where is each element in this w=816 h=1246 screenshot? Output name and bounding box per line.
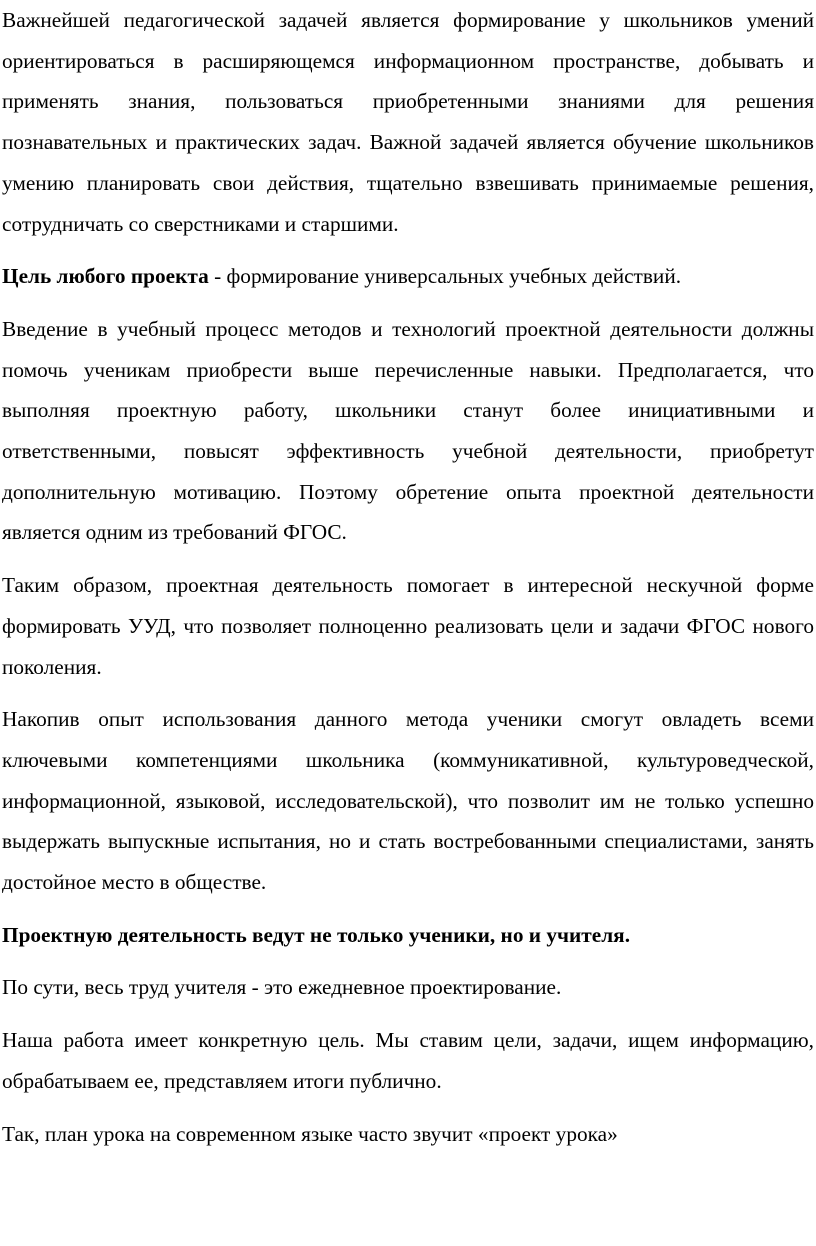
paragraph-7-text: По сути, весь труд учителя - это ежедневное проектирование. [2, 975, 562, 1000]
paragraph-9 [2, 1114, 814, 1155]
paragraph-2 [2, 256, 814, 297]
paragraph-5 [2, 699, 814, 903]
paragraph-1-text: Важнейшей педагогической задачей является формирование у школьников умений ориентироваться в расширяющемся информационном пространстве, добывать и применять знания, пользоваться приобретенными знаниями для решения познавательных и практических задач. Важной задачей является обучение школьников умению планировать свои действия, тщательно взвешивать принимаемые решения, сотрудничать со сверстниками и старшими. [2, 8, 814, 236]
paragraph-6-bold: Проектную деятельность ведут не только ученики, но и учителя. [2, 922, 631, 947]
paragraph-8 [2, 1020, 814, 1101]
paragraph-6 [2, 915, 814, 956]
paragraph-4 [2, 565, 814, 687]
paragraph-4-text: Таким образом, проектная деятельность помогает в интересной нескучной форме формировать УУД, что позволяет полноценно реализовать цели и задачи ФГОС нового поколения. [2, 573, 814, 679]
paragraph-8-text: Наша работа имеет конкретную цель. Мы ставим цели, задачи, ищем информацию, обрабатываем ее, представляем итоги публично. [2, 1028, 814, 1093]
paragraph-5-text: Накопив опыт использования данного метода ученики смогут овладеть всеми ключевыми компетенциями школьника (коммуникативной, культуроведческой, информационной, языковой, исследовательской), что позволит им не только успешно выдержать выпускные испытания, но и стать востребованными специалистами, занять достойное место в обществе. [2, 707, 814, 895]
document-page [2, 0, 814, 1166]
paragraph-7 [2, 967, 814, 1008]
paragraph-1 [2, 0, 814, 244]
paragraph-2-text: - формирование универсальных учебных действий. [208, 264, 682, 289]
paragraph-3 [2, 309, 814, 553]
paragraph-9-text: Так, план урока на современном языке часто звучит «проект урока» [2, 1121, 618, 1146]
paragraph-3-text: Введение в учебный процесс методов и технологий проектной деятельности должны помочь ученикам приобрести выше перечисленные навыки. Предполагается, что выполняя проектную работу, школьники станут более инициативными и ответственными, повысят эффективность учебной деятельности, приобретут дополнительную мотивацию. Поэтому обретение опыта проектной деятельности является одним из требований ФГОС. [2, 316, 814, 545]
paragraph-2-bold: Цель любого проекта [2, 264, 209, 289]
